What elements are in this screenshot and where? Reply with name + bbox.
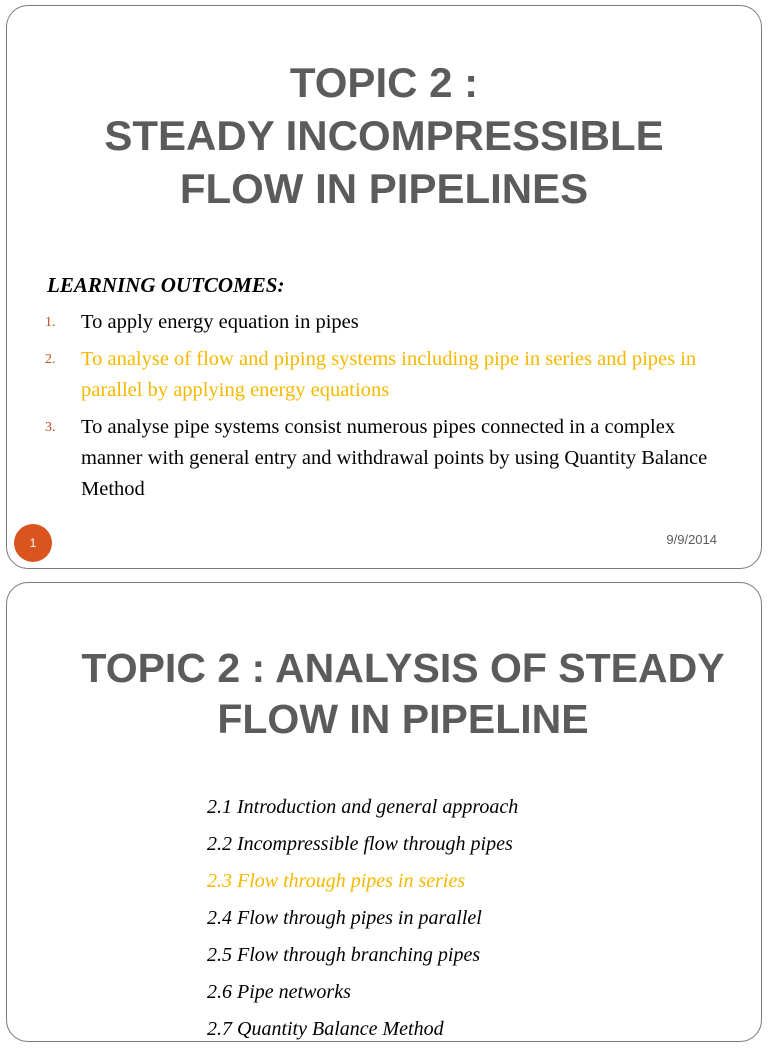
outcome-text: To apply energy equation in pipes [81, 311, 359, 333]
slide-2 [6, 582, 762, 1042]
learning-outcomes-heading: LEARNING OUTCOMES: [47, 273, 285, 297]
contents-item: 2.7 Quantity Balance Method [207, 1018, 444, 1040]
slide-2-title [25, 643, 781, 745]
contents-item: 2.2 Incompressible flow through pipes [207, 833, 513, 855]
contents-item: 2.6 Pipe networks [207, 981, 351, 1003]
slide-1 [6, 5, 762, 569]
title-line-1: TOPIC 2 : [289, 59, 479, 106]
slide-number-badge: 1 [14, 524, 52, 562]
outcome-number: 3. [45, 420, 56, 435]
contents-item: 2.4 Flow through pipes in parallel [207, 907, 482, 929]
learning-outcomes-list [45, 307, 725, 511]
slide-date: 9/9/2014 [666, 532, 717, 547]
outcome-number: 1. [45, 315, 56, 330]
topic-contents-list [207, 789, 518, 1048]
outcome-item-3 [45, 412, 725, 505]
outcome-text: To analyse pipe systems consist numerous pipes connected in a complex manner with general entry and withdrawal points by using Quantity Balance Method [81, 416, 708, 500]
slide-1-title [7, 56, 761, 215]
outcome-number: 2. [45, 352, 56, 367]
title-line-2: FLOW IN PIPELINE [217, 696, 589, 742]
title-line-2: STEADY INCOMPRESSIBLE [104, 112, 664, 159]
outcome-text: To analyse of flow and piping systems including pipe in series and pipes in parallel by applying energy equations [81, 348, 697, 401]
title-line-1: TOPIC 2 : ANALYSIS OF STEADY [81, 645, 725, 691]
outcome-item-2 [45, 344, 725, 406]
title-line-3: FLOW IN PIPELINES [179, 165, 589, 212]
contents-item-highlighted: 2.3 Flow through pipes in series [207, 870, 466, 892]
contents-item: 2.1 Introduction and general approach [207, 796, 519, 818]
outcome-item-1 [45, 307, 725, 338]
contents-item: 2.5 Flow through branching pipes [207, 944, 481, 966]
